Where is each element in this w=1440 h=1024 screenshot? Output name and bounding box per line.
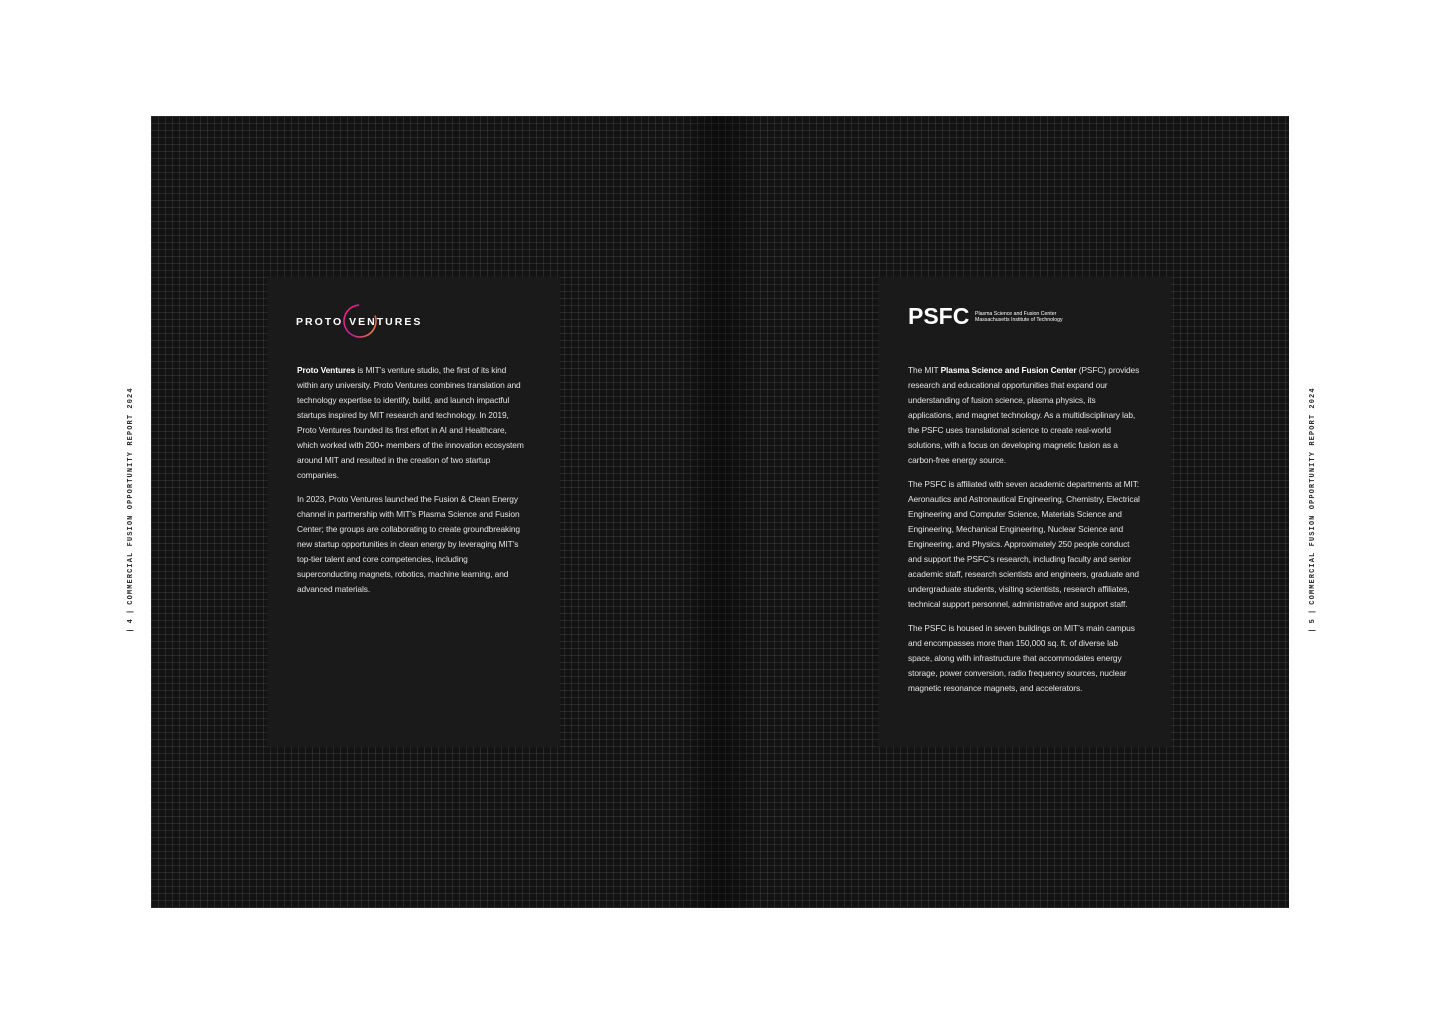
paragraph <box>908 363 1140 468</box>
proto-ventures-logo <box>296 301 456 341</box>
page-number-bar: | <box>127 627 135 633</box>
paragraph-text: is MIT’s venture studio, the first of its kind within any university. Proto Ventures combines translation and technology expertise to identify, build, and launch impactful startups inspired by MIT research and technology. In 2019, Proto Ventures founded its first effort in AI and Healthcare, which worked with 200+ members of the innovation ecosystem around MIT and resulted in the creation of two startup companies. <box>297 365 524 480</box>
proto-ventures-panel <box>268 277 560 747</box>
psfc-logo <box>908 303 1108 331</box>
psfc-logo-line2: Massachusetts Institute of Technology <box>975 317 1063 324</box>
bold-lead: Proto Ventures <box>297 365 356 375</box>
logo-word-ventures: VENTURES <box>349 316 423 328</box>
paragraph-text: The MIT <box>908 365 941 375</box>
page-number-right: 5 <box>1309 618 1317 624</box>
paragraph: The PSFC is affiliated with seven academic departments at MIT: Aeronautics and Astronautical Engineering, Chemistry, Electrical Engineering and Computer Science, Materials Science and Engineering, Mechanical Engineering, Nuclear Science and Engineering, and Physics. Approximately 250 people conduct and support the PSFC’s research, including faculty and senior academic staff, research scientists and engineers, graduate and undergraduate students, visiting scientists, research affiliates, technical support personnel, administrative and support staff. <box>908 479 1140 609</box>
paragraph-text: (PSFC) provides research and educational opportunities that expand our understanding of fusion science, plasma physics, its applications, and magnet technology. As a multidisciplinary lab, the PSFC uses translational science to create real-world solutions, with a focus on developing magnetic fusion as a carbon-free energy source. <box>908 365 1140 465</box>
running-head-right <box>1309 387 1317 636</box>
paragraph: The PSFC is housed in seven buildings on MIT’s main campus and encompasses more than 150,000 sq. ft. of diverse lab space, along with infrastructure that accommodates energy storage, power conversion, radio frequency sources, nuclear magnetic resonance magnets, and accelerators. <box>908 623 1135 693</box>
page-number-bar: | <box>1309 627 1317 633</box>
running-head-title-left: COMMERCIAL FUSION OPPORTUNITY REPORT 2024 <box>127 387 135 605</box>
page-number-left: 4 <box>127 618 135 624</box>
proto-ventures-body <box>297 363 529 606</box>
psfc-body <box>908 363 1140 705</box>
page-number-bar: | <box>1309 608 1317 615</box>
running-head-left <box>127 387 135 636</box>
proto-ventures-wordmark <box>296 316 422 328</box>
psfc-logo-line1: Plasma Science and Fusion Center <box>975 311 1057 317</box>
running-head-title-right: COMMERCIAL FUSION OPPORTUNITY REPORT 2024 <box>1309 387 1317 605</box>
psfc-panel <box>879 277 1171 747</box>
paragraph <box>297 363 529 483</box>
logo-word-proto: PROTO <box>296 316 344 328</box>
page-number-bar: | <box>127 608 135 615</box>
psfc-logo-subtitle <box>975 311 1063 323</box>
bold-lead: Plasma Science and Fusion Center <box>940 365 1077 375</box>
psfc-wordmark: PSFC <box>908 303 970 329</box>
paragraph: In 2023, Proto Ventures launched the Fusion & Clean Energy channel in partnership with MIT’s Plasma Science and Fusion Center; the groups are collaborating to create groundbreaking new startup opportunities in clean energy by leveraging MIT’s top-tier talent and core competencies, including superconducting magnets, robotics, machine learning, and advanced materials. <box>297 494 520 594</box>
